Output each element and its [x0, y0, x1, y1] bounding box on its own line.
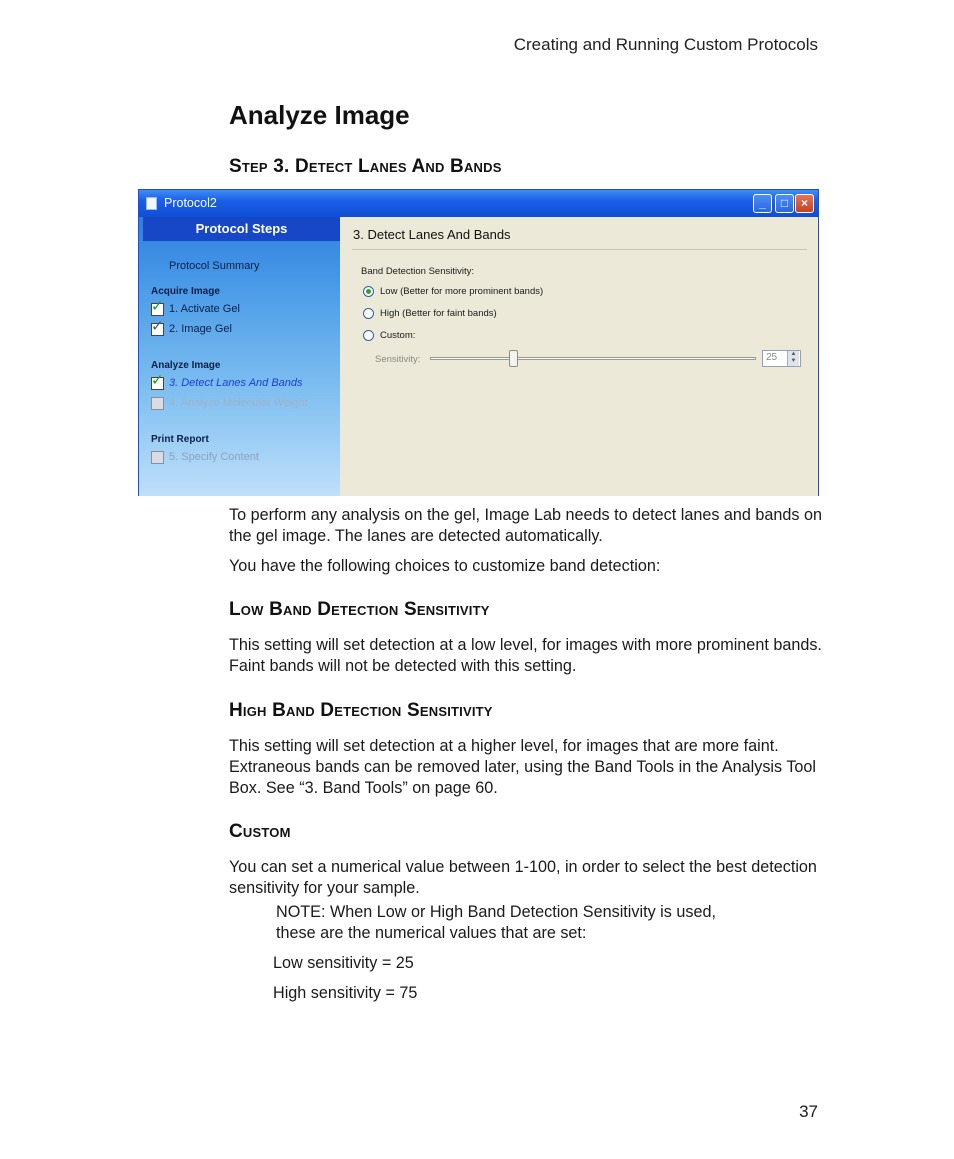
- choices-paragraph: You have the following choices to customize band detection:: [229, 557, 661, 575]
- step-4-label[interactable]: 4. Analyze Molecular Weight: [169, 397, 308, 409]
- radio-custom-label[interactable]: Custom:: [380, 330, 416, 341]
- close-button[interactable]: ×: [795, 194, 814, 213]
- window-titlebar: [139, 190, 818, 217]
- step-5-checkbox[interactable]: [151, 451, 164, 464]
- document-icon: [146, 197, 157, 210]
- low-sensitivity-value: Low sensitivity = 25: [273, 954, 414, 972]
- sensitivity-slider-track[interactable]: [430, 357, 756, 360]
- step-heading: Step 3. Detect Lanes And Bands: [229, 156, 502, 177]
- high-sensitivity-heading: High Band Detection Sensitivity: [229, 700, 493, 721]
- divider: [352, 249, 807, 250]
- note-text: NOTE: When Low or High Band Detection Sensitivity is used, these are the numerical values that are set:: [276, 903, 716, 942]
- checkmark-icon: ✓: [151, 298, 164, 315]
- spinner-arrows-icon[interactable]: ▲ ▼: [787, 351, 799, 366]
- radio-high[interactable]: [363, 308, 374, 319]
- content-title: 3. Detect Lanes And Bands: [353, 227, 511, 242]
- radio-high-label[interactable]: High (Better for faint bands): [380, 308, 497, 319]
- high-sensitivity-value: High sensitivity = 75: [273, 984, 418, 1002]
- custom-text: You can set a numerical value between 1-100, in order to select the best detection sensitivity for your sample.: [229, 858, 817, 897]
- step-1-label[interactable]: 1. Activate Gel: [169, 303, 240, 315]
- running-header: Creating and Running Custom Protocols: [513, 35, 818, 54]
- radio-low-label[interactable]: Low (Better for more prominent bands): [380, 286, 544, 297]
- step-5-label[interactable]: 5. Specify Content: [169, 451, 259, 463]
- checkmark-icon: ✓: [151, 372, 164, 389]
- step-3-label-active[interactable]: 3. Detect Lanes And Bands: [169, 377, 303, 389]
- custom-heading: Custom: [229, 821, 291, 842]
- intro-paragraph: To perform any analysis on the gel, Image Lab needs to detect lanes and bands on the gel image. The lanes are detected automatically.: [229, 506, 823, 545]
- step-2-label[interactable]: 2. Image Gel: [169, 323, 232, 335]
- minimize-button[interactable]: _: [753, 194, 772, 213]
- high-sensitivity-text: This setting will set detection at a higher level, for images that are more faint. Extraneous bands can be removed later, using the Band Tools in the Analysis Tool Box. See “3. Band Tools” on page 60.: [229, 737, 817, 797]
- low-sensitivity-heading: Low Band Detection Sensitivity: [229, 599, 490, 620]
- sensitivity-slider-thumb[interactable]: [509, 350, 518, 367]
- group-label-analyze: Analyze Image: [151, 360, 221, 371]
- protocol-window: [138, 189, 819, 496]
- sensitivity-label: Sensitivity:: [375, 354, 421, 365]
- step-4-checkbox[interactable]: [151, 397, 164, 410]
- window-title: Protocol2: [164, 196, 217, 210]
- protocol-steps-header: Protocol Steps: [143, 217, 340, 241]
- radio-custom[interactable]: [363, 330, 374, 341]
- maximize-button[interactable]: □: [775, 194, 794, 213]
- low-sensitivity-text: This setting will set detection at a low level, for images with more prominent bands. Faint bands will not be detected with this setting.: [229, 636, 822, 675]
- protocol-summary-link[interactable]: Protocol Summary: [169, 260, 260, 272]
- checkmark-icon: ✓: [151, 318, 164, 335]
- section-heading: Analyze Image: [229, 100, 410, 130]
- group-label-acquire: Acquire Image: [151, 286, 220, 297]
- radio-selected-dot: [366, 289, 371, 294]
- band-detection-label: Band Detection Sensitivity:: [361, 266, 475, 277]
- group-label-print: Print Report: [151, 434, 209, 445]
- page-number: 37: [799, 1102, 818, 1121]
- sensitivity-value[interactable]: 25: [766, 352, 778, 363]
